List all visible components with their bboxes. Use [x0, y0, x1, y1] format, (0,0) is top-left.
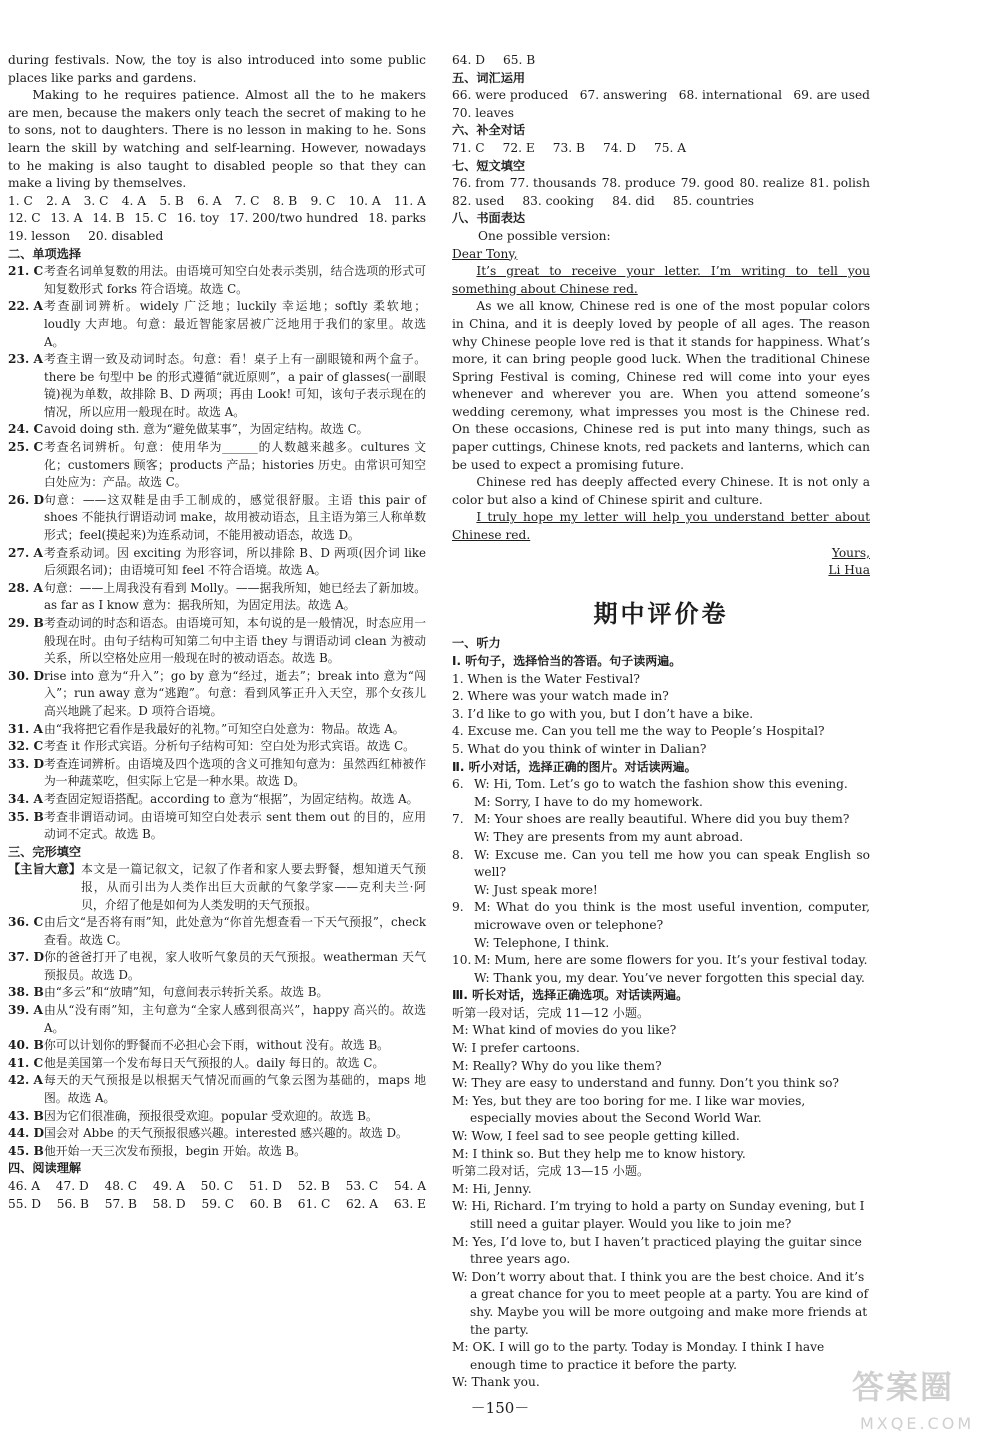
watermark-text: 答案圈: [852, 1368, 955, 1406]
passage-paragraph: Making to he requires patience. Almost all the to he makers are men, because the makers only teach the secret of making to he to sons, not to daughters. There is no lesson in making to he. Sons learn the skill by watching and self-learning. However, nowadays to he making is also taught to disabled people so that they can make a living by themselves.: [8, 88, 426, 191]
dialogue-number: [452, 882, 474, 900]
dialogue-text: W: Just speak more!: [474, 882, 598, 897]
answer: 73. B: [552, 140, 585, 155]
dialogue-line: M: Really? Why do you like them?: [452, 1058, 662, 1073]
left-column: [8, 52, 426, 1213]
dialogue-line: M: Yes, I’d love to, but I haven’t practiced playing the guitar since three years ago.: [452, 1234, 862, 1267]
item-answer: 23. A: [8, 352, 43, 367]
dialogue-line: [452, 847, 870, 882]
dialogue-number: 7.: [452, 812, 464, 827]
item-explanation: 国会对 Abbe 的天气预报很感兴趣。interested 感兴趣的。故选 D。: [44, 1126, 408, 1141]
dialogue-line: W: Don’t worry about that. I think you are the best choice. And it’s a great chance for you to meet people at a party. You are kind of shy. Maybe you will be more outgoing and make more friends at the party.: [452, 1269, 869, 1337]
dialogue-number: 9.: [452, 900, 464, 915]
part-heading: Ⅲ. 听长对话，选择正确选项。对话读两遍。: [452, 988, 689, 1003]
answer-row: [8, 1178, 426, 1196]
answer: 46. A: [8, 1179, 41, 1193]
dialogue-line: [452, 829, 870, 847]
explanation-item: [8, 298, 426, 351]
short-dialogues: [452, 776, 870, 987]
watermark-url: MXQE.COM: [860, 1414, 975, 1433]
answer-row: [452, 140, 870, 158]
dialogue-text: M: Mum, here are some flowers for you. It’s your festival today.: [474, 953, 868, 968]
dialogue-line: M: Yes, but they are too boring for me. I like war movies, especially movies about the Second World War.: [452, 1093, 806, 1126]
explanation-item: [8, 492, 426, 545]
item-answer: 37. D: [8, 950, 45, 965]
answer: 15. C: [134, 211, 167, 226]
answer: 55. D: [8, 1196, 42, 1211]
answer-row: [452, 175, 870, 193]
item-explanation: 由“多云”和“放晴”知，句意间表示转折关系。故选 B。: [44, 985, 329, 1000]
part-heading: Ⅱ. 听小对话，选择正确的图片。对话读两遍。: [452, 759, 697, 774]
item-explanation: rise into 意为“升入”；go by 意为“经过，逝去”；break into 意为“闯入”；run away 意为“逃跑”。句意：看到风筝正升入天空，那个女孩儿高兴地跳了起来。D 项符合语境。: [44, 668, 426, 718]
answer: 50. C: [200, 1179, 234, 1193]
letter-opening: It’s great to receive your letter. I’m writing to tell you something about Chinese red.: [452, 264, 870, 296]
item-explanation: 每天的天气预报是以根据天气情况而画的气象云图为基础的，maps 地图。故选 A。: [44, 1073, 426, 1106]
answer: 65. B: [503, 53, 536, 67]
dialogue-text: M: Sorry, I have to do my homework.: [474, 794, 703, 809]
big-idea: [8, 861, 426, 914]
dialogue-text: W: Telephone, I think.: [474, 935, 610, 950]
dialogue-number: 6.: [452, 777, 464, 792]
dialogue-line: W: I prefer cartoons.: [452, 1041, 580, 1056]
passage-paragraph: during festivals. Now, the toy is also introduced into some public places like parks and gardens.: [8, 53, 426, 85]
answer-row: [8, 210, 426, 228]
dialogue-heading: 听第二段对话，完成 13—15 小题。: [452, 1164, 650, 1179]
explanation-item: [8, 1125, 426, 1143]
section-heading: 三、完形填空: [8, 844, 82, 859]
item-answer: 41. C: [8, 1055, 44, 1070]
watermark-logo: [842, 1356, 992, 1444]
dialogue-text: W: Excuse me. Can you tell me how you can speak English so well?: [474, 847, 870, 880]
explanation-item: [8, 668, 426, 721]
answer: 60. B: [249, 1196, 282, 1211]
explanation-item: [8, 914, 426, 949]
explanation-item: [8, 615, 426, 668]
item-answer: 24. C: [8, 422, 44, 437]
dialogue-line: [452, 952, 870, 970]
item-explanation: 句意：——这双鞋是由手工制成的，感觉很舒服。主语 this pair of shoes 不能执行谓语动词 make，故用被动语态，且主语为第三人称单数形式；feel(摸起来)为连系动词，不能用被动语态，故选 D。: [44, 492, 426, 543]
letter-paragraph: Chinese red has deeply affected every Chinese. It is not only a color but also a kind of Chinese spirit and culture.: [452, 475, 870, 507]
item-answer: 43. B: [8, 1108, 44, 1123]
dialogue-text: W: Thank you, my dear. You’ve never forgotten this special day.: [474, 970, 865, 985]
item-answer: 28. A: [8, 580, 43, 595]
explanation-item: [8, 351, 426, 421]
dialogue-number: [452, 970, 474, 988]
answer: 72. E: [502, 140, 535, 155]
answer: 16. toy: [176, 211, 220, 226]
item-explanation: 考查名词辨析。句意：使用华为______的人数越来越多。cultures 文化；customers 顾客；products 产品；histories 历史。由常识可知空白处应为：产品。故选 C。: [44, 440, 426, 490]
dialogue-number: [452, 829, 474, 847]
item-explanation: 你可以计划你的野餐而不必担心会下雨，without 没有。故选 B。: [44, 1038, 389, 1053]
dialogue-line: W: Wow, I feel sad to see people getting killed.: [452, 1129, 740, 1144]
item-explanation: 考查连词辨析。由语境及四个选项的含义可推知句意为：虽然西红柿被作为一种蔬菜吃，但实际上它是一种水果。故选 D。: [44, 756, 426, 789]
answer: 59. C: [201, 1196, 235, 1211]
explanation-item: [8, 984, 426, 1002]
item-explanation: avoid doing sth. 意为“避免做某事”，为固定结构。故选 C。: [44, 422, 369, 437]
item-explanation: 你的爸爸打开了电视，家人收听气象员的天气预报。weatherman 天气预报员。故选 D。: [44, 950, 426, 982]
item-explanation: 由从“没有雨”知，主句意为“全家人感到很高兴”，happy 高兴的。故选 A。: [44, 1003, 426, 1035]
dialogue-line: [452, 811, 870, 829]
dialogue: [452, 1022, 870, 1163]
dialogue-line: W: They are easy to understand and funny. Don’t you think so?: [452, 1076, 839, 1091]
answer: 8. B: [272, 193, 298, 208]
big-idea-text: 本文是一篇记叙文，记叙了作者和家人要去野餐，想知道天气预报，从而引出为人类作出巨大贡献的气象学家——克利夫兰·阿贝，介绍了他是如何为人类发明的天气预报。: [81, 862, 426, 912]
section-heading: 五、词汇运用: [452, 70, 526, 85]
answer: 85. countries: [672, 193, 755, 208]
section-heading: 一、听力: [452, 636, 501, 651]
section-heading: 八、书面表达: [452, 211, 526, 226]
answer: 62. A: [346, 1196, 379, 1211]
answer: 51. D: [248, 1179, 282, 1193]
dialogue: [452, 1181, 870, 1392]
answer: 3. C: [83, 193, 109, 208]
section-heading: 二、单项选择: [8, 246, 82, 261]
listening-sentence: 1. When is the Water Festival?: [452, 671, 640, 686]
answer: 20. disabled: [88, 228, 164, 243]
dialogue-line: W: Hi, Richard. I’m trying to hold a party on Sunday evening, but I still need a guitar player. Would you like to join me?: [452, 1199, 865, 1231]
answer: 7. C: [234, 193, 260, 208]
explanation-list: [8, 263, 426, 844]
listening-sentence: 5. What do you think of winter in Dalian?: [452, 741, 707, 756]
answer: 69. are used: [793, 88, 870, 103]
item-explanation: 考查副词辨析。widely 广泛地；luckily 幸运地；softly 柔软地；loudly 大声地。句意：最近智能家居被广泛地用于我们的家里。故选 A。: [44, 299, 426, 349]
dialogue-number: 8.: [452, 847, 464, 862]
letter-closing-paragraph: I truly hope my letter will help you understand better about Chinese red.: [452, 510, 870, 543]
answer-row: [452, 87, 870, 105]
dialogue-number: [452, 794, 474, 812]
section-heading: 六、补全对话: [452, 123, 526, 138]
explanation-item: [8, 580, 426, 615]
item-answer: 25. C: [8, 440, 44, 455]
explanation-item: [8, 439, 426, 492]
big-idea-label: 【主旨大意】: [8, 862, 82, 877]
answer-row: [8, 228, 426, 246]
explanation-item: [8, 1055, 426, 1073]
answer: 61. C: [297, 1196, 331, 1211]
answer: 5. B: [159, 193, 184, 208]
item-answer: 40. B: [8, 1038, 44, 1053]
answer: 18. parks: [368, 211, 426, 226]
explanation-item: [8, 263, 426, 298]
answer: 76. from: [452, 176, 505, 191]
listening-sentence: 2. Where was your watch made in?: [452, 689, 669, 704]
answer: 82. used: [452, 193, 505, 208]
item-explanation: 因为它们很准确，预报很受欢迎。popular 受欢迎的。故选 B。: [44, 1108, 378, 1123]
dialogue-number: 10.: [452, 953, 472, 968]
answer: 49. A: [152, 1179, 185, 1193]
exam-title: 期中评价卷: [593, 599, 729, 628]
dialogue-line: M: I think so. But they help me to know history.: [452, 1146, 746, 1161]
answer: 4. A: [121, 193, 147, 208]
item-answer: 39. A: [8, 1003, 43, 1018]
dialogue-line: [452, 794, 870, 812]
item-answer: 29. B: [8, 616, 44, 630]
item-answer: 42. A: [8, 1073, 43, 1088]
item-answer: 33. D: [8, 756, 45, 771]
dialogue-line: [452, 776, 870, 794]
part-heading: Ⅰ. 听句子，选择恰当的答语。句子读两遍。: [452, 654, 682, 668]
dialogue-line: [452, 882, 870, 900]
answer: 12. C: [8, 211, 41, 226]
answer: 54. A: [393, 1179, 426, 1193]
item-answer: 21. C: [8, 264, 44, 279]
explanation-item: [8, 545, 426, 580]
item-explanation: 考查非谓语动词。由语境可知空白处表示 sent them out 的目的，应用动词不定式。故选 B。: [44, 809, 426, 842]
item-explanation: 由后文“是否将有雨”知，此处意为“你首先想查看一下天气预报”，check 查看。故选 C。: [44, 915, 426, 947]
explanation-item: [8, 738, 426, 756]
right-column: [452, 52, 870, 1392]
answer: 19. lesson: [8, 228, 71, 243]
answer: 77. thousands: [509, 176, 597, 191]
answer: 47. D: [55, 1179, 89, 1193]
answer: 56. B: [56, 1196, 89, 1211]
listening-sentence: 4. Excuse me. Can you tell me the way to People’s Hospital?: [452, 724, 825, 739]
answer: 80. realize: [739, 176, 805, 191]
answer: 68. international: [678, 88, 782, 103]
letter-paragraph: As we all know, Chinese red is one of the most popular colors in China, and it is deeply loved by people of all ages. The reason why Chinese people love red is that it stands for happiness. What’s more, it can bring people good luck. When the traditional Chinese Spring Festival is coming, Chinese red will come into your eyes whenever and wherever you are. When you attend someone’s wedding ceremony, what impresses you most is the Chinese red. On these occasions, Chinese red is put into many things, such as paper cuttings, Chinese knots, red packets and lanterns, which can be used to expect a promising future.: [452, 299, 870, 472]
letter-signature: Li Hua: [828, 563, 870, 578]
answer: 52. B: [297, 1179, 330, 1193]
answer: 66. were produced: [452, 88, 569, 103]
section-heading: 七、短文填空: [452, 158, 526, 173]
dialogue-line: [452, 935, 870, 953]
explanation-item: [8, 1072, 426, 1107]
dialogue-line: W: Thank you.: [452, 1375, 540, 1390]
listening-sentence: 3. I’d like to go with you, but I don’t have a bike.: [452, 706, 754, 721]
item-answer: 36. C: [8, 915, 44, 930]
answer: 2. A: [46, 193, 71, 208]
answer-row: [452, 193, 870, 211]
section-heading: 四、阅读理解: [8, 1161, 82, 1176]
dialogue-number: [452, 935, 474, 953]
answer: 70. leaves: [452, 105, 514, 120]
item-answer: 30. D: [8, 668, 45, 683]
dialogue-line: M: OK. I will go to the party. Today is Monday. I think I have enough time to practice it before the party.: [452, 1340, 825, 1372]
item-answer: 34. A: [8, 791, 43, 806]
answer-row: [8, 193, 426, 211]
answer: 1. C: [8, 193, 33, 208]
explanation-item: [8, 721, 426, 739]
item-answer: 35. B: [8, 809, 44, 824]
item-explanation: 他是美国第一个发布每日天气预报的人。daily 每日的。故选 C。: [44, 1055, 385, 1070]
explanation-item: [8, 1143, 426, 1161]
answer-row: [8, 1196, 426, 1214]
answer: 10. A: [348, 193, 381, 208]
dialogue-line: [452, 970, 870, 988]
answer: 81. polish: [809, 176, 870, 191]
item-explanation: 考查动词的时态和语态。由语境可知，本句说的是一般情况，时态应用一般现在时。由句子结构可知第二句中主语 they 与谓语动词 clean 为被动关系，所以空格处应用一般现在时的被动语态。故选 B。: [44, 616, 426, 666]
dialogue-text: M: Your shoes are really beautiful. Where did you buy them?: [474, 812, 850, 827]
page-number: －150－: [470, 1399, 530, 1417]
answer: 75. A: [654, 140, 687, 155]
explanation-item: [8, 1108, 426, 1126]
answer: 13. A: [50, 211, 83, 226]
answer: 78. produce: [601, 176, 676, 191]
answer: 14. B: [92, 211, 125, 226]
answer: 64. D: [452, 53, 486, 67]
item-answer: 32. C: [8, 739, 44, 754]
answer: 57. B: [104, 1196, 137, 1211]
explanation-item: [8, 756, 426, 791]
explanation-item: [8, 1037, 426, 1055]
explanation-item: [8, 791, 426, 809]
explanation-list: [8, 914, 426, 1160]
item-explanation: 考查 it 作形式宾语。分析句子结构可知：空白处为形式宾语。故选 C。: [44, 739, 415, 754]
explanation-item: [8, 1002, 426, 1037]
letter-closing: Yours,: [831, 545, 870, 560]
dialogue-text: M: What do you think is the most useful invention, computer, microwave oven or telephone?: [474, 900, 870, 932]
sentence-list: [452, 671, 870, 759]
item-explanation: 考查主谓一致及动词时态。句意：看！桌子上有一副眼镜和两个盒子。there be 句型中 be 的形式遵循“就近原则”，a pair of glasses(一副眼镜)视为单数，故排除 B、D 两项；再由 Look! 可知，该句子表示现在的情况，所以应用一般现在时。故选 A。: [44, 352, 426, 419]
answer: 58. D: [152, 1196, 186, 1211]
item-answer: 31. A: [8, 721, 43, 736]
item-answer: 38. B: [8, 985, 44, 1000]
answer: 74. D: [602, 140, 636, 155]
explanation-item: [8, 809, 426, 844]
item-answer: 44. D: [8, 1126, 45, 1141]
answer: 53. C: [345, 1179, 379, 1193]
explanation-item: [8, 421, 426, 439]
answer: 84. did: [612, 193, 655, 208]
answer: 9. C: [310, 193, 336, 208]
dialogue-text: W: Hi, Tom. Let’s go to watch the fashion show this evening.: [474, 777, 848, 792]
item-explanation: 由“我将把它看作是我最好的礼物。”可知空白处意为：物品。故选 A。: [44, 721, 405, 736]
item-explanation: 句意：——上周我没有看到 Molly。——据我所知，她已经去了新加坡。as far as I know 意为：据我所知，为固定用法。故选 A。: [44, 580, 426, 613]
answer-row: [452, 105, 870, 123]
item-answer: 27. A: [8, 545, 43, 560]
answer: 71. C: [452, 140, 485, 155]
dialogue-line: M: Hi, Jenny.: [452, 1181, 532, 1196]
answer: 67. answering: [579, 88, 668, 103]
answer: 79. good: [680, 176, 735, 191]
answer: 6. A: [197, 193, 222, 208]
answer: 48. C: [104, 1179, 138, 1193]
answer: 63. E: [393, 1196, 426, 1211]
dialogue-heading: 听第一段对话，完成 11—12 小题。: [452, 1005, 650, 1020]
version-label: One possible version:: [478, 228, 611, 243]
explanation-item: [8, 949, 426, 984]
item-answer: 26. D: [8, 492, 45, 507]
item-answer: 45. B: [8, 1143, 44, 1158]
answer-row: [452, 52, 870, 70]
answer: 11. A: [393, 193, 426, 208]
item-explanation: 考查名词单复数的用法。由语境可知空白处表示类别，结合选项的形式可知复数形式 forks 符合语境。故选 C。: [44, 264, 426, 296]
answer: 17. 200/two hundred: [229, 211, 359, 226]
answer: 83. cooking: [522, 193, 595, 208]
dialogue-line: M: What kind of movies do you like?: [452, 1023, 677, 1038]
dialogue-line: [452, 899, 870, 934]
item-answer: 22. A: [8, 299, 43, 314]
dialogue-text: W: They are presents from my aunt abroad.: [474, 829, 744, 844]
letter-salutation: Dear Tony,: [452, 246, 518, 261]
item-explanation: 考查固定短语搭配。according to 意为“根据”，为固定结构。故选 A。: [44, 791, 419, 806]
item-explanation: 考查系动词。因 exciting 为形容词，所以排除 B、D 两项(因介词 like 后须跟名词)；由语境可知 feel 不符合语境。故选 A。: [44, 545, 426, 578]
item-explanation: 他开始一天三次发布预报，begin 开始。故选 B。: [44, 1143, 306, 1158]
